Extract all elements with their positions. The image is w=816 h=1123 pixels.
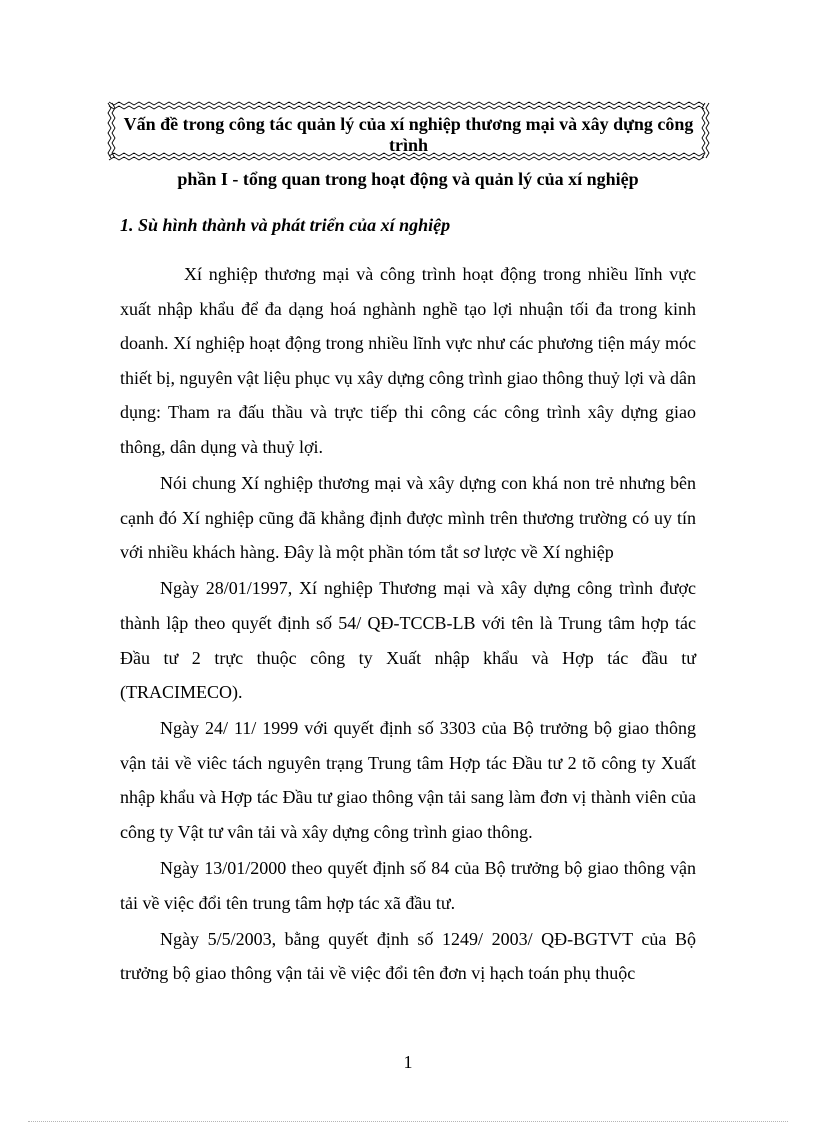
part-title: phần I - tổng quan trong hoạt động và quản lý của xí nghiệp — [177, 169, 639, 189]
paragraph-6: Ngày 5/5/2003, bằng quyết định số 1249/ 2003/ QĐ-BGTVT của Bộ trưởng bộ giao thông vận tải về việc đổi tên đơn vị hạch toán phụ thuộc — [120, 928, 696, 984]
section-heading: 1. Sù hình thành và phát triển của xí nghiệp — [120, 215, 451, 235]
paragraph-3: Ngày 28/01/1997, Xí nghiệp Thương mại và xây dựng công trình được thành lập theo quyết định số 54/ QĐ-TCCB-LB với tên là Trung tâm hợp tác Đầu tư 2 trực thuộc công ty Xuất nhập khẩu và Hợp tác đầu tư (TRACIMECO). — [120, 578, 696, 703]
body-text — [120, 257, 696, 992]
paragraph-4: Ngày 24/ 11/ 1999 với quyết định số 3303 của Bộ trưởng bộ giao thông vận tải về viêc tách nguyên trạng Trung tâm Hợp tác Đầu tư 2 tõ công ty Xuất nhập khẩu và Hợp tác Đầu tư giao thông vận tải sang làm đơn vị thành viên của công ty Vật tư vân tải và xây dựng công trình giao thông. — [120, 718, 696, 842]
title-box — [106, 100, 711, 162]
page-number: 1 — [403, 1052, 413, 1072]
paragraph-5: Ngày 13/01/2000 theo quyết định số 84 của Bộ trưởng bộ giao thông vận tải về việc đổi tên trung tâm hợp tác xã đầu tư. — [120, 858, 696, 913]
paragraph-1: Xí nghiệp thương mại và công trình hoạt động trong nhiều lĩnh vực xuất nhập khẩu để đa dạng hoá nghành nghề tạo lợi nhuận tối đa trong kinh doanh. Xí nghiệp hoạt động trong nhiều lĩnh vực như các phương tiện máy móc thiết bị, nguyên vật liệu phục vụ xây dựng công trình giao thông thuỷ lợi và dân dụng: Tham ra đấu thầu và trực tiếp thi công các công trình xây dựng giao thông, dân dụng và thuỷ lợi. — [120, 264, 696, 457]
page-bottom-rule — [28, 1121, 788, 1122]
paragraph-2: Nói chung Xí nghiệp thương mại và xây dựng con khá non trẻ nhưng bên cạnh đó Xí nghiệp cũng đã khẳng định được mình trên thương trường có uy tín với nhiều khách hàng. Đây là một phần tóm tắt sơ lược về Xí nghiệp — [120, 473, 696, 563]
document-title: Vấn đề trong công tác quản lý của xí nghiệp thương mại và xây dựng công trình — [123, 114, 694, 155]
